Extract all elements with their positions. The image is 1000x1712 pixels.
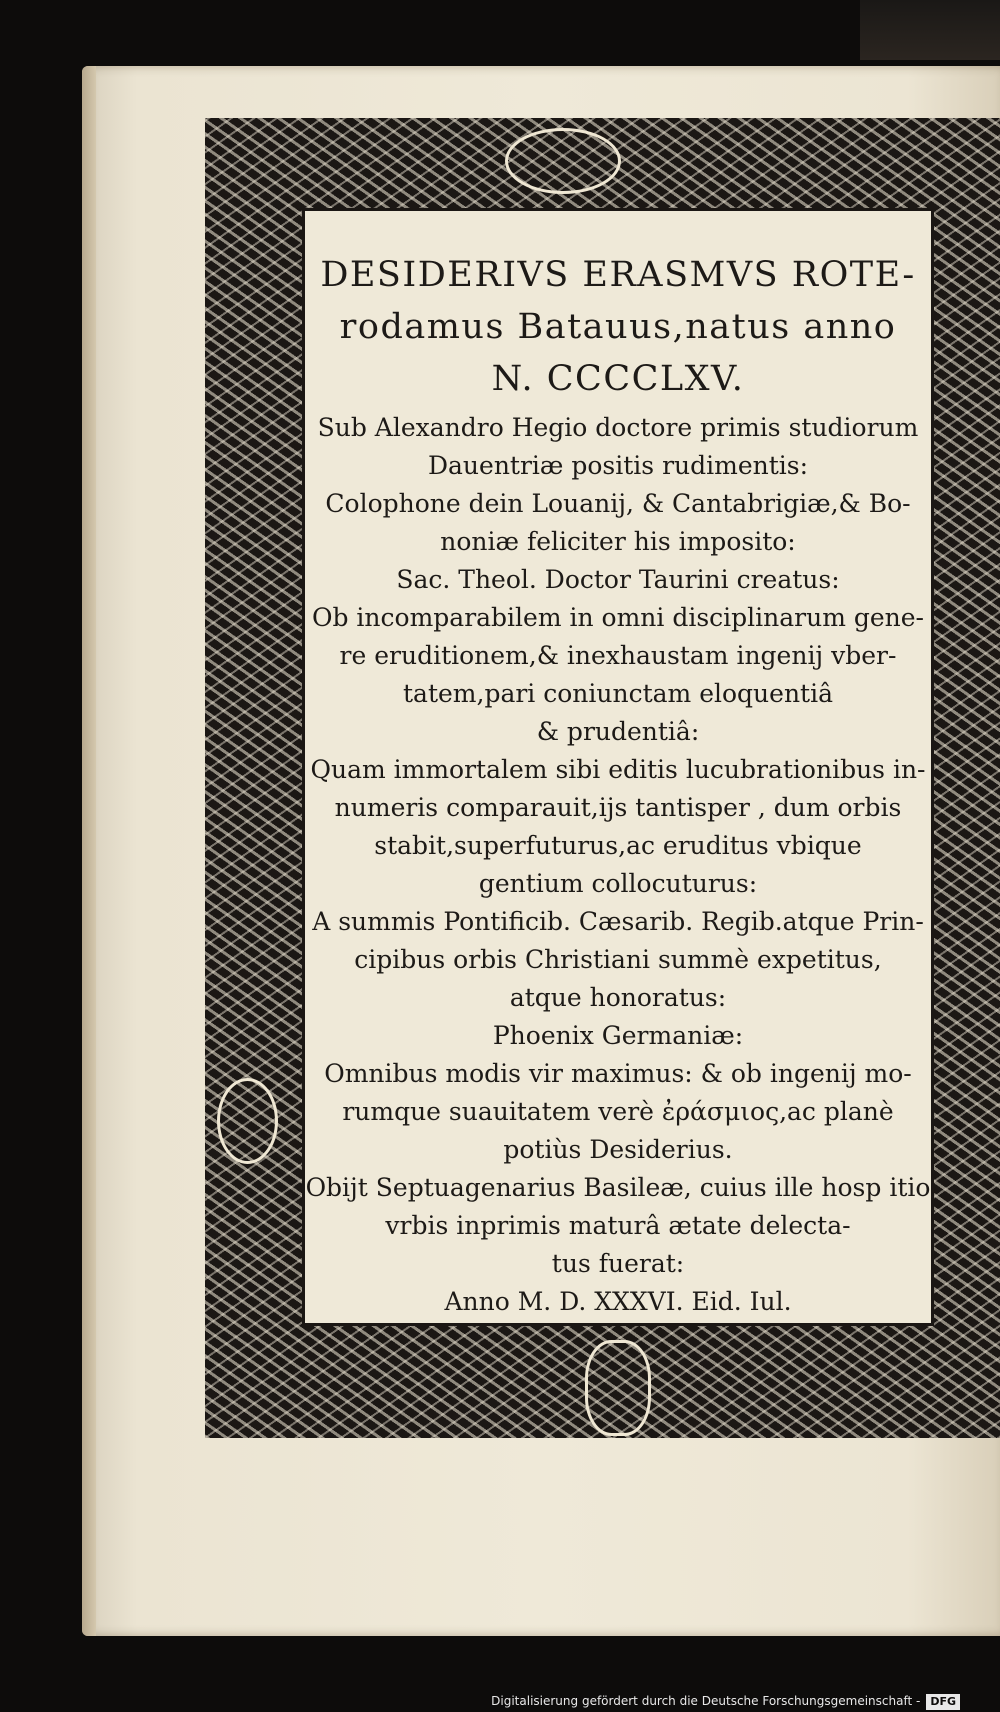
body-line: stabit,superfuturus,ac eruditus vbique <box>374 831 862 860</box>
document-text <box>305 249 931 1321</box>
body-line: A summis Pontificib. Cæsarib. Regib.atque Prin- <box>312 907 924 936</box>
body-line: vrbis inprimis maturâ ætate delecta- <box>385 1211 851 1240</box>
border-ornament-left <box>217 1078 278 1164</box>
border-ornament-bottom <box>585 1340 651 1436</box>
digitization-footer <box>0 1690 1000 1712</box>
body-line: gentium collocuturus: <box>478 869 758 898</box>
body-line: numeris comparauit,ijs tantisper , dum orbis <box>334 793 902 822</box>
body-line: rumque suauitatem verè ἐράσμιος,ac planè <box>342 1097 894 1126</box>
page-edge <box>82 66 96 1636</box>
title-line-2: rodamus Batauus,natus anno <box>339 307 897 347</box>
body-line: Omnibus modis vir maximus: & ob ingenij mo- <box>324 1059 912 1088</box>
body-line: noniæ feliciter his imposito: <box>440 527 796 556</box>
body-line: tus fuerat: <box>551 1249 685 1278</box>
body-line: Dauentriæ positis rudimentis: <box>427 451 809 480</box>
body-line-date: Anno M. D. XXXVI. Eid. Iul. <box>444 1287 792 1316</box>
body-line: Sac. Theol. Doctor Taurini creatus: <box>396 565 840 594</box>
dfg-logo: DFG <box>926 1694 960 1710</box>
body-line: potiùs Desiderius. <box>503 1135 733 1164</box>
border-ornament-top <box>505 128 621 194</box>
title-line-3: N. CCCCLXV. <box>491 359 745 399</box>
text-panel <box>302 208 934 1326</box>
body-line: atque honoratus: <box>509 983 727 1012</box>
body-line: cipibus orbis Christiani summè expetitus, <box>354 945 882 974</box>
body-line: Quam immortalem sibi editis lucubrationibus in- <box>310 755 926 784</box>
book-spine <box>860 0 1000 60</box>
title-line-1: DESIDERIVS ERASMVS ROTE- <box>320 255 916 295</box>
body-line: tatem,pari coniunctam eloquentiâ <box>403 679 833 708</box>
footer-text: Digitalisierung gefördert durch die Deutsche Forschungsgemeinschaft - <box>491 1694 921 1708</box>
body-line: Ob incomparabilem in omni disciplinarum gene- <box>311 603 925 632</box>
body-line: Obijt Septuagenarius Basileæ, cuius ille hosp itio <box>305 1173 931 1202</box>
body-line: Phoenix Germaniæ: <box>492 1021 744 1050</box>
body-line: re eruditionem,& inexhaustam ingenij vber- <box>339 641 897 670</box>
body-line: & prudentiâ: <box>536 717 700 746</box>
body-line: Colophone dein Louanij, & Cantabrigiæ,& Bo- <box>325 489 911 518</box>
body-line: Sub Alexandro Hegio doctore primis studiorum <box>317 413 919 442</box>
